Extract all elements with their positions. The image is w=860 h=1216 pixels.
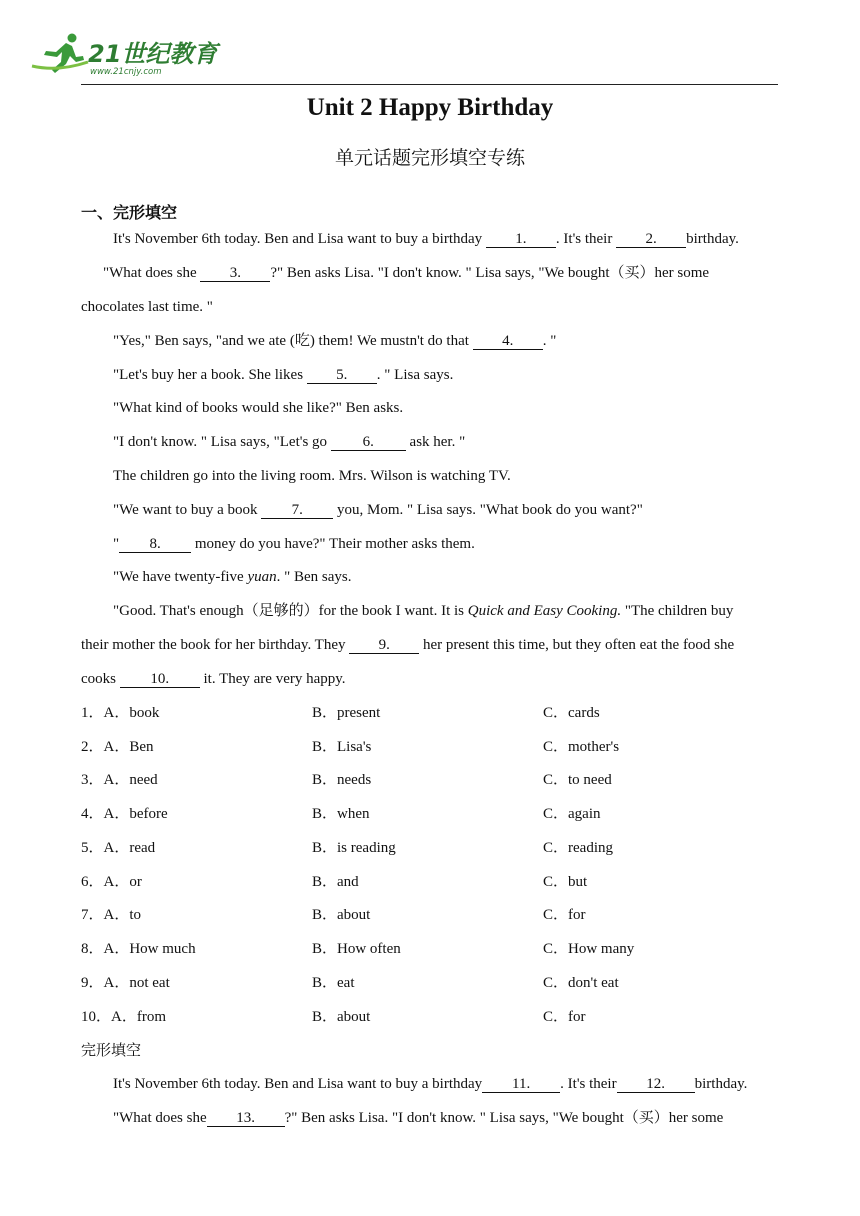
blank-8[interactable]: 8. [119,536,191,553]
option-b[interactable]: B．needs [312,772,372,788]
blank-3[interactable]: 3. [200,265,270,282]
passage-line: "What does she 3. ?" Ben asks Lisa. "I don't know. " Lisa says, "We bought（买）her some [103,265,710,281]
passage-line: It's November 6th today. Ben and Lisa want to buy a birthday 1. . It's their 2. birthday. [113,231,739,247]
option-c[interactable]: C．to need [543,772,612,788]
option-a[interactable]: 10．A．from [81,1009,166,1025]
blank-10[interactable]: 10. [120,671,200,688]
passage-line: "What kind of books would she like?" Ben asks. [113,400,404,416]
blank-4[interactable]: 4. [473,333,543,350]
option-a[interactable]: 2．A．Ben [81,739,154,755]
logo [28,32,218,78]
passage-line: "Yes," Ben says, "and we ate (吃) them! We mustn't do that 4. . " [113,333,557,349]
option-c[interactable]: C．reading [543,840,613,856]
option-c[interactable]: C．cards [543,705,600,721]
passage-line: It's November 6th today. Ben and Lisa want to buy a birthday 11. . It's their 12. birthday. [113,1076,748,1092]
section-heading: 一、完形填空 [81,203,178,222]
option-b[interactable]: B．Lisa's [312,739,372,755]
option-c[interactable]: C．How many [543,941,635,957]
option-b[interactable]: B．about [312,907,371,923]
passage-line: "We want to buy a book 7. you, Mom. " Lisa says. "What book do you want?" [113,502,643,518]
option-a[interactable]: 6．A．or [81,874,142,890]
passage-line: "What does she 13. ?" Ben asks Lisa. "I don't know. " Lisa says, "We bought（买）her some [113,1110,724,1126]
option-c[interactable]: C．for [543,1009,586,1025]
passage-line: chocolates last time. " [81,299,213,315]
blank-6[interactable]: 6. [331,434,406,451]
passage-line: cooks 10. it. They are very happy. [81,671,346,687]
option-b[interactable]: B．present [312,705,381,721]
blank-5[interactable]: 5. [307,367,377,384]
option-a[interactable]: 7．A．to [81,907,142,923]
passage-line: "We have twenty-five yuan. " Ben says. [113,569,352,585]
blank-12[interactable]: 12. [617,1076,695,1093]
option-c[interactable]: C．for [543,907,586,923]
blank-13[interactable]: 13. [207,1110,285,1127]
passage-line: "I don't know. " Lisa says, "Let's go 6. ask her. " [113,434,466,450]
passage-line: "Let's buy her a book. She likes 5. . " Lisa says. [113,367,454,383]
option-a[interactable]: 3．A．need [81,772,158,788]
option-b[interactable]: B．about [312,1009,371,1025]
blank-9[interactable]: 9. [349,637,419,654]
option-b[interactable]: B．is reading [312,840,396,856]
blank-11[interactable]: 11. [482,1076,560,1093]
passage-line: The children go into the living room. Mrs. Wilson is watching TV. [113,468,511,484]
option-a[interactable]: 9．A．not eat [81,975,170,991]
passage-line: "Good. That's enough（足够的）for the book I want. It is Quick and Easy Cooking. "The children buy [113,603,734,619]
blank-7[interactable]: 7. [261,502,333,519]
page-title: Unit 2 Happy Birthday [306,94,554,121]
passage-line: " 8. money do you have?" Their mother asks them. [113,536,475,552]
option-a[interactable]: 1．A．book [81,705,160,721]
section-heading-2: 完形填空 [81,1041,142,1059]
runner-icon [32,34,88,74]
header-rule [81,84,778,85]
option-c[interactable]: C．don't eat [543,975,619,991]
option-b[interactable]: B．and [312,874,359,890]
option-a[interactable]: 4．A．before [81,806,168,822]
option-b[interactable]: B．How often [312,941,401,957]
logo-text: 21世纪教育 [88,40,218,68]
blank-1[interactable]: 1. [486,231,556,248]
option-b[interactable]: B．when [312,806,370,822]
option-c[interactable]: C．again [543,806,601,822]
option-b[interactable]: B．eat [312,975,355,991]
option-c[interactable]: C．but [543,874,588,890]
blank-2[interactable]: 2. [616,231,686,248]
option-a[interactable]: 8．A．How much [81,941,196,957]
page-subtitle: 单元话题完形填空专练 [334,147,525,169]
passage-line: their mother the book for her birthday. They 9. her present this time, but they often eat the food she [81,637,735,653]
logo-url: www.21cnjy.com [90,67,162,77]
option-c[interactable]: C．mother's [543,739,620,755]
option-a[interactable]: 5．A．read [81,840,156,856]
